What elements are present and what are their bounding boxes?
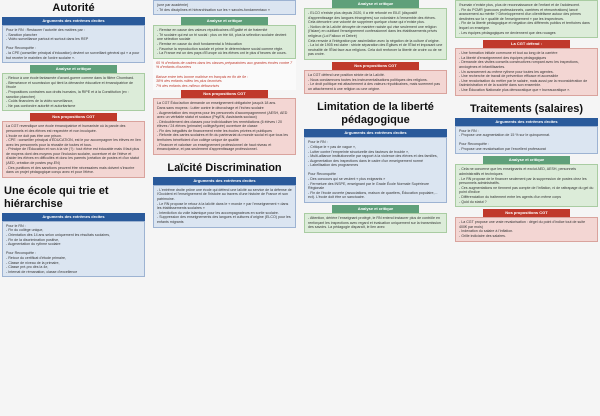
section-title-liberte: Limitation de la liberté pédagogique	[317, 101, 434, 127]
header-cgt-proposals: Nos propositions CGT	[30, 113, 117, 121]
column-1	[0, 0, 147, 416]
header-cgt-proposals: Nos propositions CGT	[332, 62, 419, 70]
analysis-box: - Retour à une école fantasmée d'avant-guerre comme dans la filière Chombard. - Bienséance et soumission qui tient la démarche éducative et émancipatrice de l'école - Propositions contraires aux droits humains, la RIPE et à la Constitution (ex : sanction plancher) - Coûts financiers de la vidéo surveillance, - Ne pas confondre autorité et autoritarisme	[2, 73, 145, 111]
header-analysis: Analyse et critique	[181, 17, 268, 25]
header-cgt-defends: La CGT défend :	[483, 40, 570, 48]
cgt-defends-box: - Une formation initiale commune et tout au long de la carrière - La liberté d'enseignement des équipes pédagogiques - Demande des visites conseils constructives rompant avec les inspections, anxiogènes et infantilisantes. - Un avancement au même rythme pour toutes les agentes. - Une recherche de travail de prévention efficace et accessible - Une revalorisation du métier par le salaire, mais aussi par la reconsidération de l'administration et de la société dans son ensemble. - Une Éducation Nationale plus démocratique que « bureaucratique ».	[455, 48, 598, 95]
section-title-autorite: Autorité	[52, 2, 95, 14]
header-analysis-2: Analyse et critique	[483, 156, 570, 164]
header-extreme-args-2: Arguments des extrêmes droites	[2, 213, 145, 221]
column-2	[151, 0, 298, 416]
header-extreme-args-2: Arguments des extrêmes droites	[455, 118, 598, 126]
analysis-box: - ELCO n'existe plus depuis 2020, il a été refondé en EILE (dispositif d'apprentissage des langues étrangères) sur volontaire à l'ensemble des élèves. Cela démontre une volonté de supprimer quelque chose qui n'existe plus. - Notion de la Laïcité dévoyée de manière raciste qui vise seulement une religion (l'Islam) en oubliant l'enseignement confessionnel dans les établissements privés religieux (Loi Falloux et Debré) Cela renvoie à l'intégration par assimilation avec la négation de la culture d'origine. - La loi de 1905 est claire : stricte séparation des Églises et de l'État et imposant une neutralité de l'État face aux religions. Cela doit renforcer la liberté de croire ou de ne pas croire.	[304, 8, 447, 60]
cgt-proposals-box-2: - La CGT propose une vraie revalorisation : dégel du point d'indice tout de suite 400€ par mois) - Indexation du salaire à l'inflation. - Grille indiciaire des salaires.	[455, 217, 598, 241]
cgt-proposals-box: La CGT revendique une école émancipatrice et humaniste où la parole des personnels et des élèves est respectée et non inculquée. L'école ne doit pas être une prison. - CPE : conseiller principal d'ÉDUCATION, est le pur accompagner les élèves en lien avec les personnels pour la réussite de toutes et tous. - Principe de l'Éducation et non à la vie (?) : tout élève est éducable mais il faut plus de moyens dont des moyens pour l'inclusion scolaire, ouverture et de l'élève et d'aider les élèves en difficultés et donc les parents (création de postes et d'un statut (AED, création de postes psy-EN) - Des punitions et des sanctions peuvent être nécessaires mais doivent s'inscrire dans un projet pédagogique conçu avec et pour l'élève.	[2, 121, 145, 178]
section-title-traitements: Traitements (salaires)	[469, 102, 584, 115]
extreme-args-box: Pour le RN : Restaurer l'autorité des maîtres par : - Sanction plancher - Vidéo surveillance partout et surtout dans les REP Pour Reconquête : - la CPE (conseiller principal d'éducation) devient un surveillant général qui « a pour but recréer le maintien de l'ordre scolaire ».	[2, 25, 145, 63]
cgt-proposals-box: La CGT défend une position stricte de la Laïcité. - Nous condamnons toutes les instrumentalisations politiques des religions. - Le droit politique est attachement à des valeurs républicaines, mais surement pas un attachement à une religion ou une origine.	[304, 70, 447, 94]
analysis-box-2: - Cela ne concerne que les enseignants et exclut AED, AESH, personnels administratifs et techniques - Le RN propose de le financer seulement par la suppression de postes chez les personnels administratifs. - Ces augmentations ne tiennent pas compte de l'inflation, ni de rattrapage du gel du point d'indice - Différenciation du traitement entre les agents d'un même corps - Quid du statut ?	[455, 164, 598, 207]
extreme-args-box-2: Pour le RN : - Propose une augmentation de 15 % sur le quinquennat. Pour Reconquête : - Propose une revalorisation par l'excellent professorat	[455, 126, 598, 155]
header-cgt-proposals: Nos propositions CGT	[181, 90, 268, 98]
intro-box: (une par académie) - Tri des disciplines et hiérarchisation sur les « savoirs-fondamentaux »	[153, 0, 296, 15]
extreme-args-box-2: Pour le RN : - Critique le « pas de vague », - Lutter contre l'empreinte structurelle des fauteurs de trouble », - Multi-alliance institutionnelle par rapport à la violence des élèves et des familles, - Augmentation des inspections dans le cadre d'un enseignement normé - Labellisation des programmes Pour Reconquête - Des concours qui se veulent « plus exigeants » - Fermeture des INSPE, enseignant par le Grade École Normale Supérieure Régionale - Fin de l'école ouverte (associations, maison de quartiers, Éducation populaire,... ect). L'école doit être un sanctuaire.	[304, 137, 447, 203]
column-3	[302, 0, 449, 416]
header-extreme-args: Arguments des extrêmes droites	[2, 17, 145, 25]
header-analysis: Analyse et critique	[30, 65, 117, 73]
analysis-box-2: - Attention, dérière l'enseignant protégé, le RN entend instaurer plus de contrôle en renforçant les inspections avec regard et évaluation uniquement sur la transmission des savoirs. La pédagogie disparaît, le lien avec	[304, 213, 447, 233]
column-4	[453, 0, 600, 416]
section-title-laicite: Laïcité Discrimination	[167, 161, 282, 174]
header-extreme-args-2: Arguments des extrêmes droites	[304, 129, 447, 137]
section-title-tri: Une école qui trie et hiérarchise	[4, 184, 109, 210]
header-analysis-2: Analyse et critique	[332, 205, 419, 213]
extreme-args-box-2: Pour le RN : - Fin du collège unique, - Orientation dès 14 ans selon uniquement les résultats scolaires, - Fin de la discrimination positive, - Augmentation du rythme scolaire Pour Reconquête : - Retour du certificat d'étude primaire, - Classe de niveau de la primaire, - Classe pré-pro dès la 4e, - Internat de rémanation, classe d'excellence	[2, 221, 145, 278]
intro-box: l'humain n'existe plus, plus de reconnaissance de l'enfant et de l'adolescent. - Fin du PCMR (parcours professionnels, carrières et rémunérations) lancé avancement au mérite ? Développement d'un clientélisme autour des primes destinées sur la « qualité de l'enseignement » par les inspecteurs. - Fin de la liberté pédagogique et négation des différents publics et territoires dans lequel on enseigne. - Les équipes pédagogiques ne deviennent que des rouages	[455, 0, 598, 38]
analysis-box: - Remise en cause des valeurs républicaines d'Égalité et de fraternité - Tri scolaire qui est un tri social : plus on trie tôt, plus la sélection scolaire devient une sélection sociale - Remise en cause du droit fondamental à l'éducation - Favorise la reproduction sociale et prime le déterminisme social comme règle. - La France est un des pays d'Europe où les élèves ont le plus d'heures de cours.	[153, 25, 296, 59]
header-extreme-args-2: Arguments des extrêmes droites	[153, 177, 296, 185]
extreme-args-box-2: - L'extrême droite prône une école qui défend une laïcité au service de la défense de l'Occident et l'enseignement de l'histoire au travers d'une histoire de France et son patrimoine. - Le RN propose le retour à la laïcité dans le « monde » par l'enseignement « dans les établissements scolaires » - Interdiction du voile islamique pour les accompagnateurs en sortie scolaire. - Suppression des enseignements des langues et cultures d'origine (ELCO) pour les enfants migrants	[153, 185, 296, 228]
header-analysis: Analyse et critique	[332, 0, 419, 8]
header-cgt-proposals-2: Nos propositions CGT	[483, 209, 570, 217]
stats-box: 65 % d'enfants de cadres dans les classes préparatoires aux grandes écoles contre 7 % d'enfants d'ouvriers Baisse entre très bonne maîtrise en français en fin de 6e : 38% des enfants milieu les plus favorisés 7% des enfants des milieux défavorisés	[153, 59, 296, 91]
cgt-proposals-box: La CGT Éduc'action demande un enseignement obligatoire jusqu'à 18 ans. Dans sans moyens : Lutter contre le décrochage et l'échec scolaire - Augmentation des moyens pour les personnels d'accompagnement (AESH, AED avec un véritable statut et sociaux (PsyEN, Assistants sociaux) - Dédoublement des classes pour individualiser les remédiations (6 élèves / 20 élèves / 24 élèves (primaire) collège/lycée) ouverture de classe - Fin des inégalités de financement entre les écoles privées et publiques - Refonte des cartes scolaires et fin du partenariat du monde social et que tous les territoires bénéficient d'un collège unique de qualité - Financer et valoriser un enseignement professionnel de haut niveau et émancipateur, et pas seulement d'apprentissage professionnel.	[153, 98, 296, 155]
